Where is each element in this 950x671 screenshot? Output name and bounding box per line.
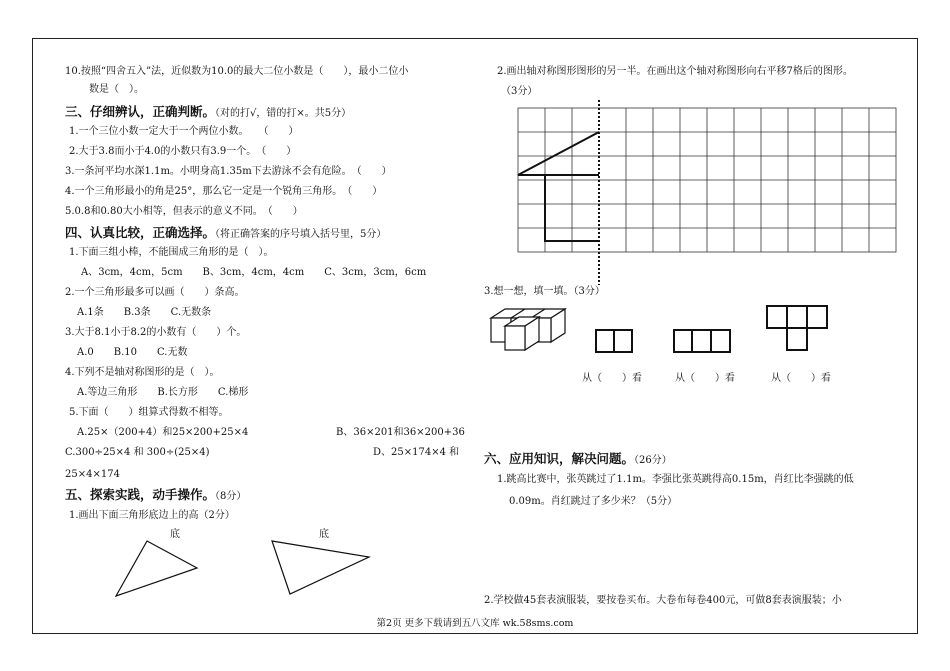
section-4-title: 四、认真比较，正确选择。 [65,225,216,240]
view-shape-3 [767,306,827,350]
section-4-note: （将正确答案的序号填入括号里，5分） [215,229,387,240]
view-shape-1 [596,330,632,352]
choice-q4-options: A.等边三角形 B.长方形 C.梯形 [77,387,249,398]
draw-height-question: 1.画出下面三角形底边上的高（2分） [69,510,235,521]
judge-item-4: 4.一个三角形最小的角是25°，那么它一定是一个锐角三角形。 （ ） [65,186,383,197]
judge-item-3: 3.一条河平均水深1.1m。小明身高1.35m下去游泳不会有危险。 （ ） [65,166,392,177]
choice-q5-option-d: D、25×174×4 和 [373,447,460,458]
q10-line1: 10.按照“四舍五入”法，近似数为10.0的最大二位小数是（ ），最小二位小 [65,66,409,77]
choice-q5: 5.下面（ ）组算式得数不相等。 [69,407,229,418]
judge-item-5: 5.0.8和0.80大小相等，但表示的意义不同。 （ ） [65,206,303,217]
section-3-note: （对的打√，错的打×。共5分） [215,108,352,119]
problem-1-line2: 0.09m。肖红跳过了多少米？（5分） [509,496,678,507]
section-6-title: 六、应用知识，解决问题。 [484,451,635,466]
section-5-note: （8分） [215,491,247,502]
choice-q5-option-b: B、36×201和36×200+36 [336,427,465,438]
symmetry-question-line2: （3分） [501,86,538,97]
section-6-note: （26分） [634,455,672,466]
problem-2-line1: 2.学校做45套表演服装，要按卷买布。大卷布每卷400元，可做8套表演服装；小 [484,595,842,606]
problem-1-line1: 1.跳高比赛中，张英跳过了1.1m。李强比张英跳得高0.15m，肖红比李强跳的低 [497,474,854,485]
view-label-2: 从（ ）看 [675,373,735,384]
section-3-title: 三、仔细辨认，正确判断。 [65,104,216,119]
choice-q4: 4.下列不是轴对称图形的是（ ）。 [65,367,220,378]
views-question: 3.想一想，填一填。（3分） [484,286,605,297]
base-label-2: 底 [319,529,329,540]
view-label-3: 从（ ）看 [771,373,831,384]
symmetry-question-line1: 2.画出轴对称图形图形的另一半。在画出这个轴对称图形向右平移7格后的图形。 [497,66,853,77]
choice-q1-options: A、3cm，4cm，5cm B、3cm，4cm，4cm C、3cm，3cm，6cm [81,267,427,278]
q10-line2: 数是（ ）。 [89,84,144,95]
section-6-heading [484,451,672,469]
judge-item-1: 1.一个三位小数一定大于一个两位小数。 （ ） [69,126,299,137]
choice-q3: 3.大于8.1小于8.2的小数有（ ）个。 [65,327,247,338]
section-5-title: 五、探索实践，动手操作。 [65,487,216,502]
choice-q3-options: A.0 B.10 C.无数 [77,347,188,358]
choice-q5-option-a: A.25×（200+4）和25×200+25×4 [77,427,249,438]
view-label-1: 从（ ）看 [582,373,642,384]
view-shape-2 [674,330,730,352]
choice-q1: 1.下面三组小棒，不能围成三角形的是（ ）。 [69,247,274,258]
cube-stack [491,309,565,350]
choice-q5-option-d-cont: 25×4×174 [65,469,120,480]
judge-item-2: 2.大于3.8而小于4.0的小数只有3.9一个。 （ ） [69,146,297,157]
choice-q5-option-c: C.300÷25×4 和 300÷(25×4) [65,447,210,458]
page-footer: 第2页 更多下载请到五八文库 wk.58sms.com [376,618,574,629]
base-label-1: 底 [170,529,180,540]
choice-q2-options: A.1条 B.3条 C.无数条 [77,307,212,318]
choice-q2: 2.一个三角形最多可以画（ ）条高。 [65,287,245,298]
